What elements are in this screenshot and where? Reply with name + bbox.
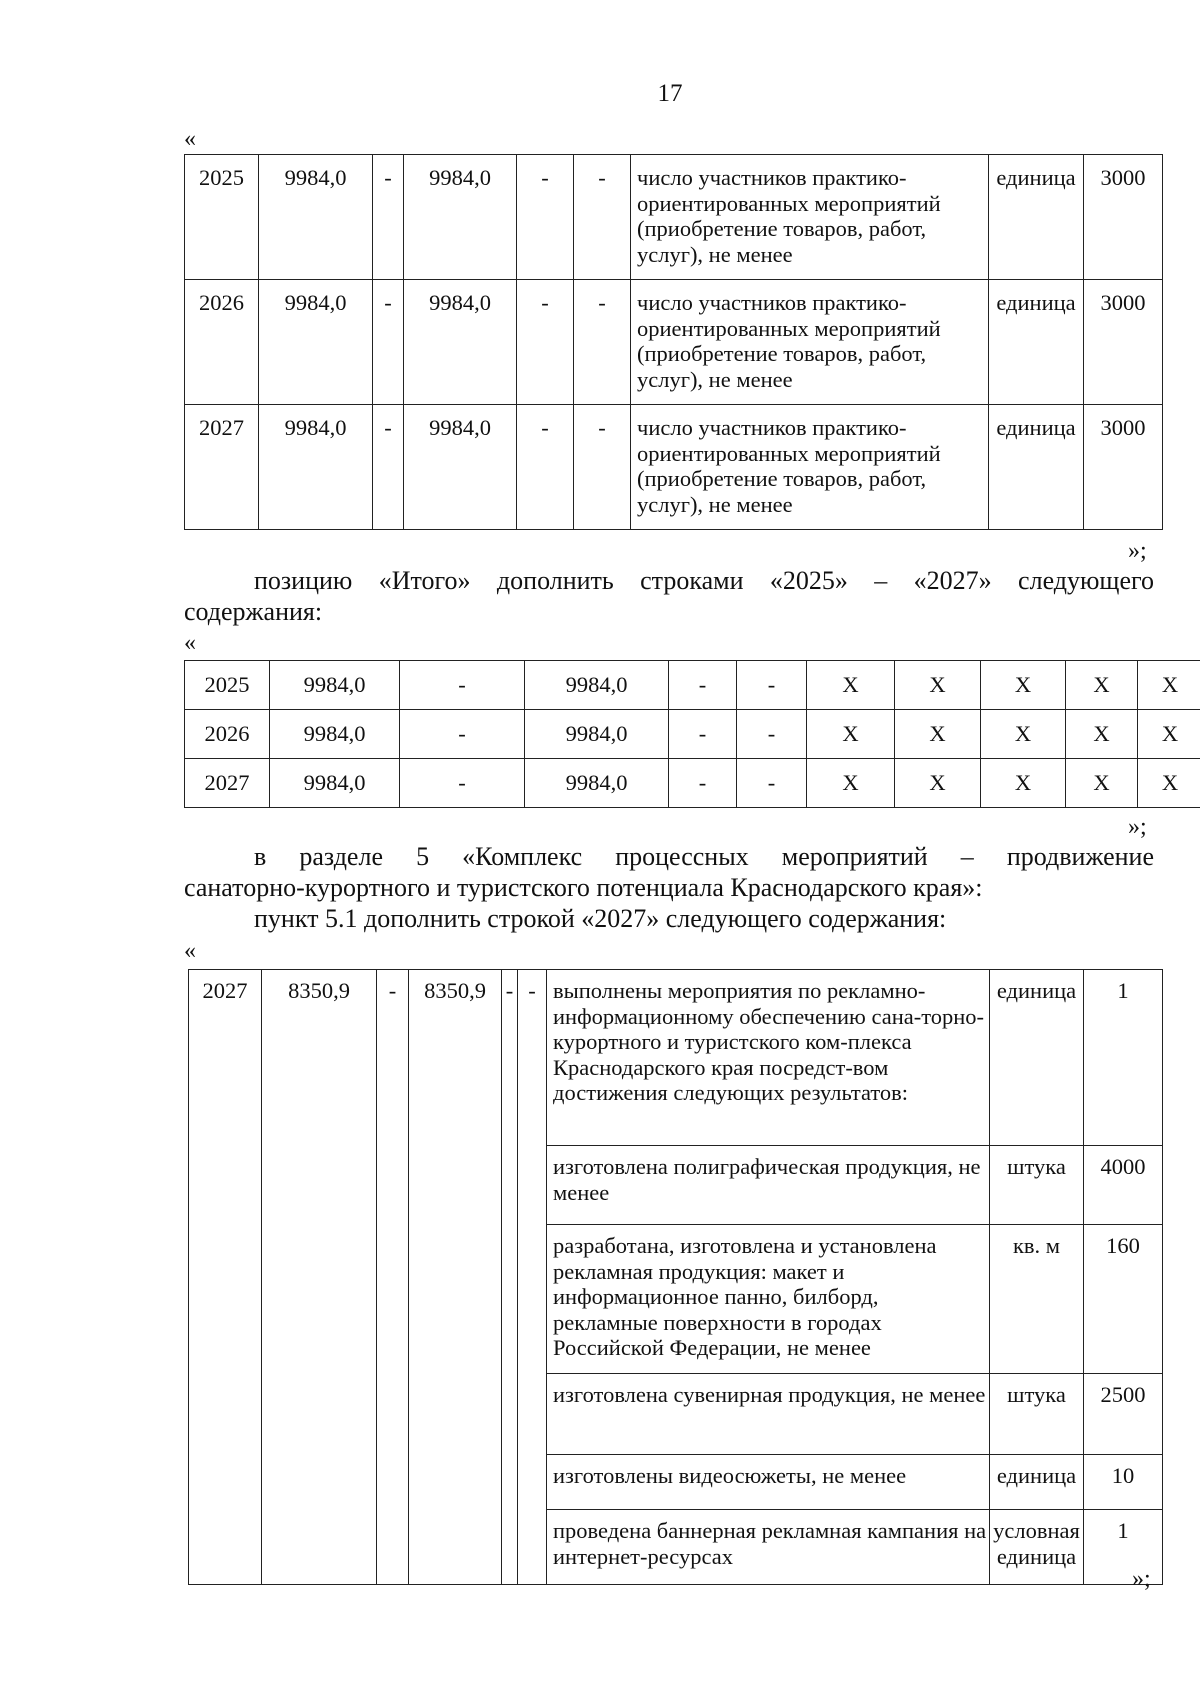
funding-cell: - [737, 759, 807, 808]
funding-cell: - [574, 405, 631, 530]
funding-cell: - [400, 759, 525, 808]
total-cell: 9984,0 [270, 661, 400, 710]
x-cell: X [895, 759, 981, 808]
funding-cell [377, 1225, 409, 1374]
year-cell [189, 1225, 262, 1374]
unit-cell: единица [990, 1455, 1084, 1510]
indicator-cell: изготовлена сувенирная продукция, не менее [547, 1374, 990, 1455]
funding-cell [518, 1510, 547, 1585]
table-row [189, 1374, 1163, 1455]
paragraph-section5-line1: в разделе 5 «Комплекс процессных мероприятий – продвижение [254, 842, 1154, 871]
funding-cell: - [373, 155, 404, 280]
open-quote: « [184, 938, 196, 964]
indicator-cell: изготовлены видеосюжеты, не менее [547, 1455, 990, 1510]
funding-cell: - [400, 710, 525, 759]
indicators-table-2025-2027 [184, 154, 1163, 530]
funding-cell [409, 1510, 502, 1585]
paragraph-punkt-5-1: пункт 5.1 дополнить строкой «2027» следующего содержания: [254, 904, 947, 933]
funding-cell: - [669, 759, 737, 808]
funding-cell: 9984,0 [404, 155, 517, 280]
funding-cell: - [669, 661, 737, 710]
total-cell: 9984,0 [259, 405, 373, 530]
total-cell [262, 1455, 377, 1510]
indicator-cell: число участников практико-ориентированных мероприятий (приобретение товаров, работ, услуг), не менее [631, 280, 989, 405]
table-row [189, 1455, 1163, 1510]
funding-cell [409, 1146, 502, 1225]
x-cell: X [895, 710, 981, 759]
x-cell: X [807, 710, 895, 759]
value-cell: 1 [1084, 1510, 1163, 1585]
table-row [189, 1146, 1163, 1225]
value-cell: 3000 [1084, 280, 1163, 405]
unit-cell: штука [990, 1374, 1084, 1455]
funding-cell: 9984,0 [525, 661, 669, 710]
funding-cell [409, 1455, 502, 1510]
funding-cell [502, 1455, 518, 1510]
total-cell: 9984,0 [259, 280, 373, 405]
x-cell: X [1138, 759, 1200, 808]
value-cell: 2500 [1084, 1374, 1163, 1455]
funding-cell [377, 1455, 409, 1510]
funding-cell: - [517, 405, 574, 530]
total-cell [262, 1510, 377, 1585]
funding-cell: - [373, 405, 404, 530]
year-cell: 2025 [185, 661, 270, 710]
funding-cell: - [737, 661, 807, 710]
x-cell: X [895, 661, 981, 710]
indicator-cell: выполнены мероприятия по рекламно-информационному обеспечению сана-торно-курортного и туристского ком-плекса Краснодарского края посредст-вом достижения следующих результатов: [547, 970, 990, 1146]
funding-cell: - [574, 155, 631, 280]
funding-cell [377, 1374, 409, 1455]
x-cell: X [807, 661, 895, 710]
total-cell [262, 1225, 377, 1374]
funding-cell: - [517, 280, 574, 405]
indicator-cell: проведена баннерная рекламная кампания на интернет-ресурсах [547, 1510, 990, 1585]
year-cell: 2026 [185, 710, 270, 759]
total-cell [262, 1146, 377, 1225]
value-cell: 1 [1084, 970, 1163, 1146]
funding-cell [377, 1510, 409, 1585]
year-cell: 2026 [185, 280, 259, 405]
total-cell [262, 1374, 377, 1455]
unit-cell: единица [989, 280, 1084, 405]
indicator-cell: разработана, изготовлена и установлена рекламная продукция: макет и информационное панно, билборд, рекламные поверхности в городах Российской Федерации, не менее [547, 1225, 990, 1374]
funding-cell: 8350,9 [409, 970, 502, 1146]
funding-cell: 9984,0 [525, 710, 669, 759]
x-cell: X [981, 661, 1066, 710]
unit-cell: штука [990, 1146, 1084, 1225]
funding-cell: - [400, 661, 525, 710]
unit-cell: условная единица [990, 1510, 1084, 1585]
value-cell: 3000 [1084, 405, 1163, 530]
indicator-cell: изготовлена полиграфическая продукция, не менее [547, 1146, 990, 1225]
funding-cell: 9984,0 [525, 759, 669, 808]
table-row [189, 1225, 1163, 1374]
table-row [185, 661, 1200, 710]
total-cell: 9984,0 [270, 759, 400, 808]
x-cell: X [1066, 710, 1138, 759]
table-row [185, 710, 1200, 759]
x-cell: X [981, 759, 1066, 808]
unit-cell: единица [989, 405, 1084, 530]
x-cell: X [1138, 710, 1200, 759]
funding-cell [377, 1146, 409, 1225]
year-cell: 2025 [185, 155, 259, 280]
funding-cell [409, 1374, 502, 1455]
unit-cell: единица [989, 155, 1084, 280]
funding-cell [502, 1374, 518, 1455]
funding-cell: - [502, 970, 518, 1146]
funding-cell: - [669, 710, 737, 759]
close-quote: »; [1128, 538, 1147, 564]
paragraph-section5-line2: санаторно-курортного и туристского потенциала Краснодарского края»: [184, 873, 983, 902]
paragraph-itogo-line2: содержания: [184, 597, 323, 626]
funding-cell [502, 1510, 518, 1585]
funding-cell [502, 1225, 518, 1374]
itogo-table [184, 660, 1200, 808]
unit-cell: кв. м [990, 1225, 1084, 1374]
funding-cell [502, 1146, 518, 1225]
close-quote: »; [1132, 1566, 1151, 1592]
x-cell: X [981, 710, 1066, 759]
funding-cell: - [517, 155, 574, 280]
punkt-5-1-table [188, 969, 1163, 1585]
year-cell: 2027 [185, 405, 259, 530]
funding-cell [518, 1374, 547, 1455]
x-cell: X [1138, 661, 1200, 710]
year-cell [189, 1374, 262, 1455]
year-cell [189, 1510, 262, 1585]
total-cell: 9984,0 [259, 155, 373, 280]
funding-cell [518, 1455, 547, 1510]
table-row [189, 1510, 1163, 1585]
total-cell: 8350,9 [262, 970, 377, 1146]
funding-cell: - [377, 970, 409, 1146]
funding-cell [409, 1225, 502, 1374]
year-cell: 2027 [185, 759, 270, 808]
paragraph-itogo-line1: позицию «Итого» дополнить строками «2025» – «2027» следующего [254, 566, 1154, 595]
open-quote: « [184, 630, 196, 656]
table-row [185, 759, 1200, 808]
indicator-cell: число участников практико-ориентированных мероприятий (приобретение товаров, работ, услуг), не менее [631, 405, 989, 530]
funding-cell: - [373, 280, 404, 405]
year-cell: 2027 [189, 970, 262, 1146]
funding-cell: - [518, 970, 547, 1146]
value-cell: 160 [1084, 1225, 1163, 1374]
funding-cell: - [574, 280, 631, 405]
funding-cell [518, 1225, 547, 1374]
x-cell: X [1066, 661, 1138, 710]
table-row [189, 970, 1163, 1146]
year-cell [189, 1146, 262, 1225]
x-cell: X [1066, 759, 1138, 808]
funding-cell [518, 1146, 547, 1225]
table-row [185, 405, 1163, 530]
total-cell: 9984,0 [270, 710, 400, 759]
x-cell: X [807, 759, 895, 808]
page-number: 17 [657, 80, 683, 107]
year-cell [189, 1455, 262, 1510]
funding-cell: 9984,0 [404, 405, 517, 530]
indicator-cell: число участников практико-ориентированных мероприятий (приобретение товаров, работ, услуг), не менее [631, 155, 989, 280]
open-quote: « [184, 126, 196, 152]
table-row [185, 155, 1163, 280]
unit-cell: единица [990, 970, 1084, 1146]
funding-cell: - [737, 710, 807, 759]
funding-cell: 9984,0 [404, 280, 517, 405]
value-cell: 10 [1084, 1455, 1163, 1510]
value-cell: 4000 [1084, 1146, 1163, 1225]
table-row [185, 280, 1163, 405]
value-cell: 3000 [1084, 155, 1163, 280]
close-quote: »; [1128, 814, 1147, 840]
